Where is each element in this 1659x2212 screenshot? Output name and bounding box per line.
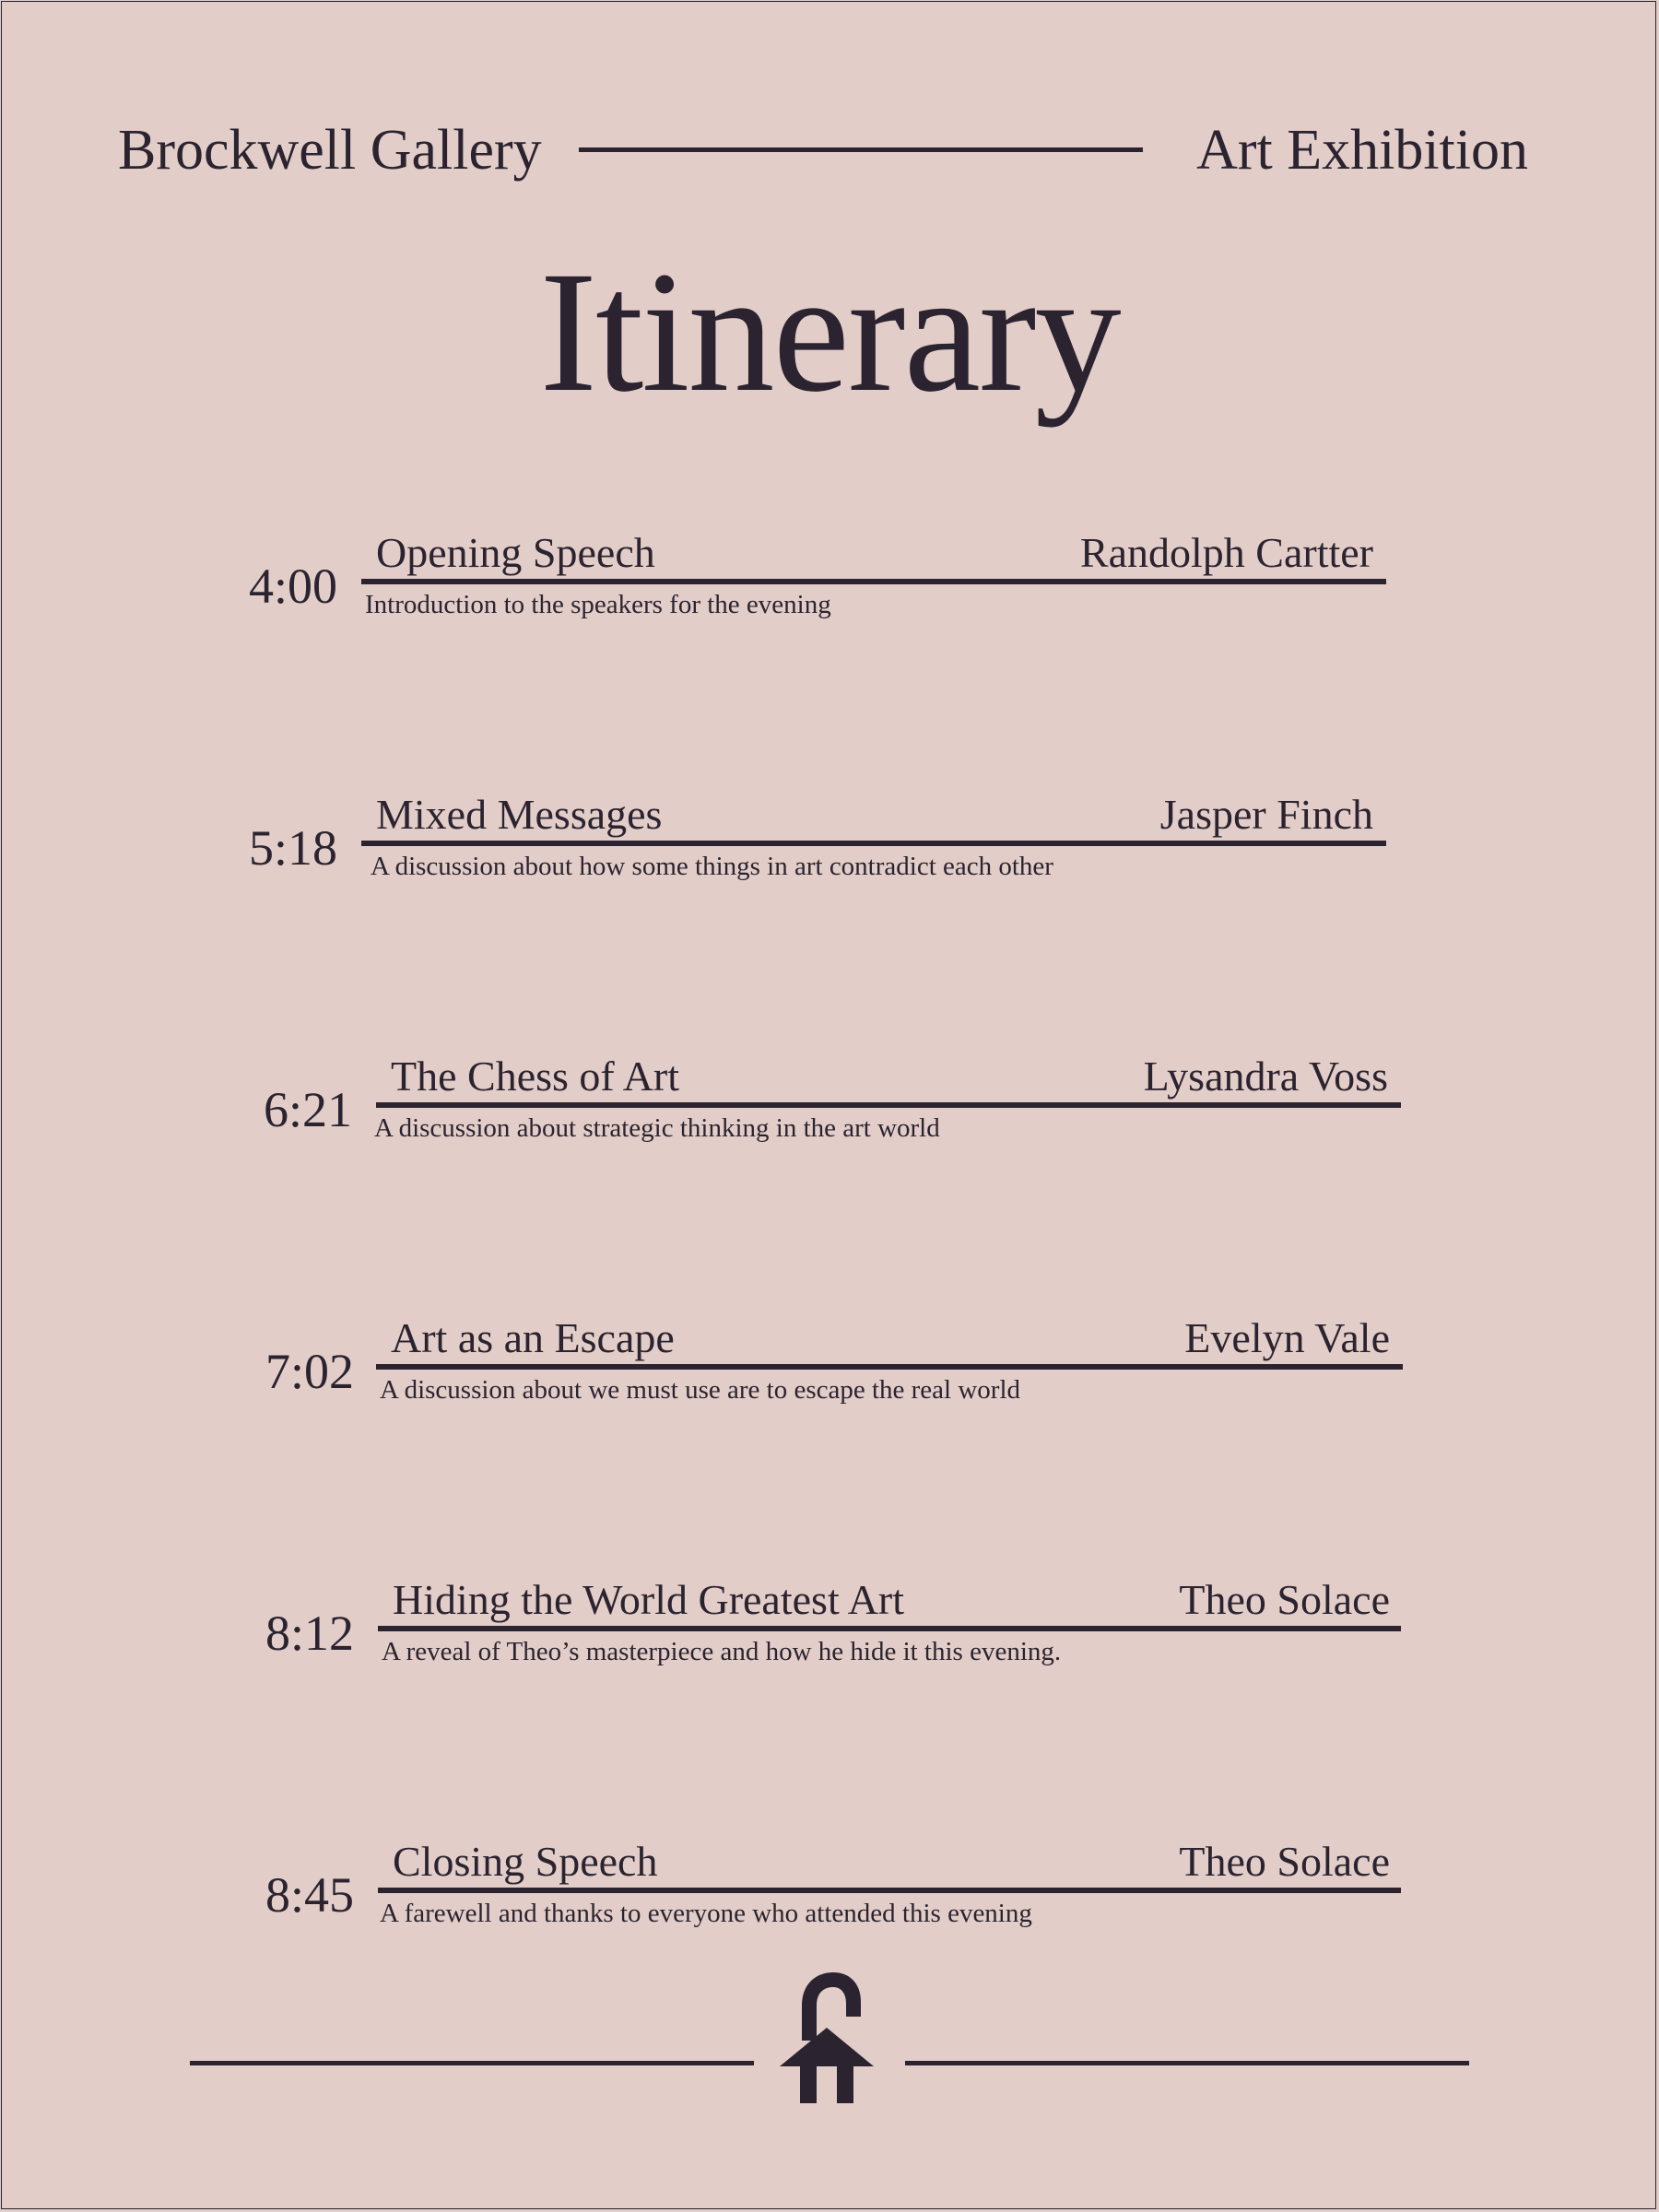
event-item xyxy=(249,767,1373,887)
header-divider xyxy=(579,147,1143,152)
event-description: A farewell and thanks to everyone who attended this evening xyxy=(380,1899,1032,1928)
event-speaker: Theo Solace xyxy=(1179,1838,1390,1885)
page-title: Itinerary xyxy=(539,235,1120,428)
event-divider xyxy=(376,1102,1401,1108)
event-time: 7:02 xyxy=(265,1344,355,1399)
event-item xyxy=(265,1290,1390,1410)
event-divider xyxy=(361,579,1386,584)
event-item xyxy=(265,1552,1390,1672)
event-divider xyxy=(378,1888,1401,1893)
event-speaker: Randolph Cartter xyxy=(1079,529,1373,576)
event-speaker: Jasper Finch xyxy=(1159,791,1373,838)
event-description: A discussion about we must use are to escape the real world xyxy=(380,1375,1021,1405)
event-item xyxy=(249,505,1373,625)
event-name: Mixed Messages xyxy=(376,791,663,838)
event-item xyxy=(264,1029,1388,1148)
event-name: The Chess of Art xyxy=(391,1053,680,1100)
event-name: Opening Speech xyxy=(376,529,655,576)
exhibition-label: Art Exhibition xyxy=(1196,119,1528,182)
event-name: Hiding the World Greatest Art xyxy=(393,1576,905,1623)
event-description: A discussion about strategic thinking in the art world xyxy=(374,1113,940,1143)
event-description: A discussion about how some things in art contradict each other xyxy=(371,852,1053,881)
event-description: A reveal of Theo’s masterpiece and how he hide it this evening. xyxy=(382,1637,1062,1666)
event-speaker: Evelyn Vale xyxy=(1184,1314,1390,1361)
event-time: 6:21 xyxy=(264,1082,353,1137)
event-divider xyxy=(378,1626,1401,1631)
event-name: Art as an Escape xyxy=(391,1314,675,1361)
event-name: Closing Speech xyxy=(393,1838,658,1885)
event-speaker: Lysandra Voss xyxy=(1143,1053,1388,1100)
event-item xyxy=(265,1814,1390,1934)
event-time: 5:18 xyxy=(249,820,338,876)
gallery-name: Brockwell Gallery xyxy=(118,119,542,182)
event-time: 4:00 xyxy=(249,559,338,614)
event-description: Introduction to the speakers for the evening xyxy=(365,590,831,619)
event-time: 8:12 xyxy=(265,1606,355,1661)
event-speaker: Theo Solace xyxy=(1179,1576,1390,1623)
footer-divider-right xyxy=(905,2061,1469,2065)
gallery-monogram-icon xyxy=(776,1967,877,2105)
event-divider xyxy=(361,841,1386,846)
footer-divider-left xyxy=(190,2061,754,2065)
event-divider xyxy=(376,1364,1403,1370)
event-time: 8:45 xyxy=(265,1867,355,1923)
